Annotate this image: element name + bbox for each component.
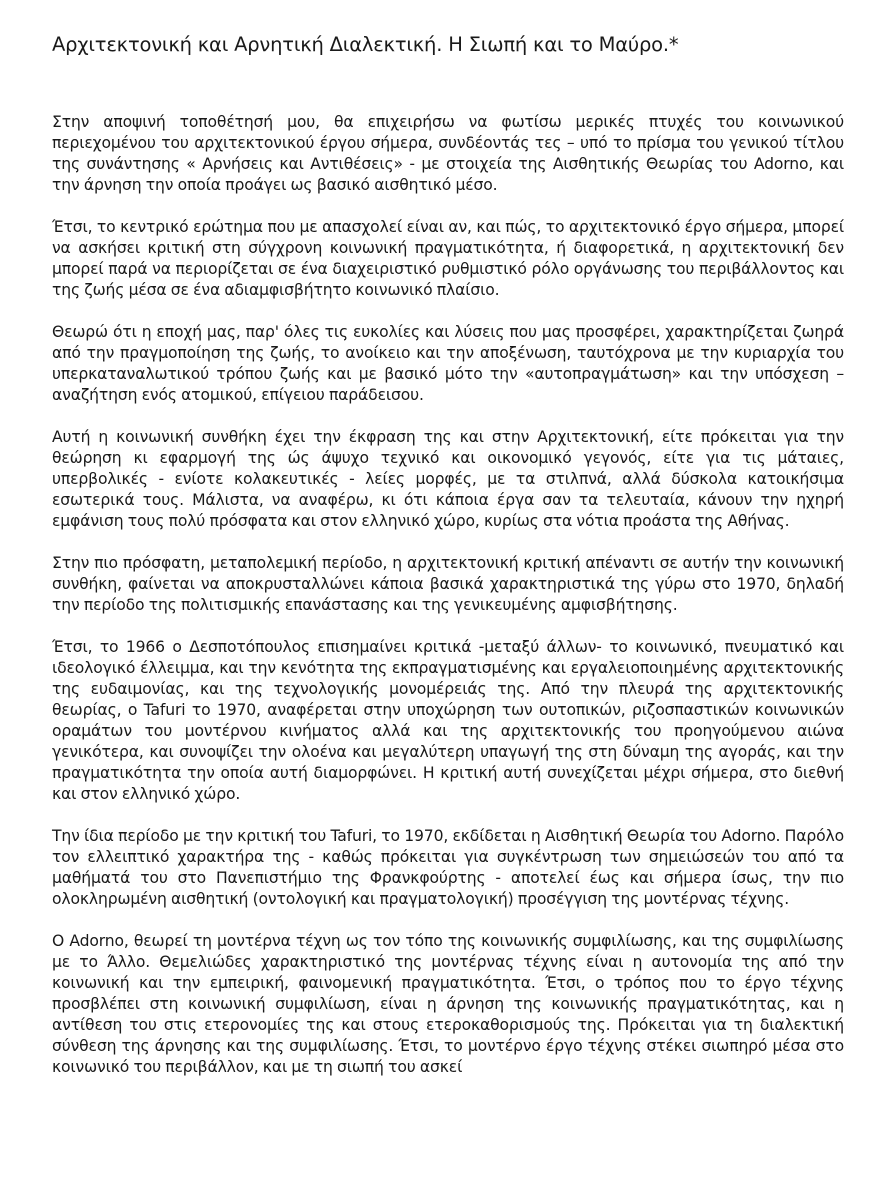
document-body bbox=[52, 112, 844, 1099]
paragraph-adorno-modern-art: Ο Adorno, θεωρεί τη μοντέρνα τέχνη ως τον τόπο της κοινωνικής συμφιλίωσης, και της συμφιλίωσης με το Άλλο. Θεμελιώδες χαρακτηριστικό της μοντέρνας τέχνης είναι η αυτονομία της από την κοινωνική και την εμπειρική, φαινομενική πραγματικότητα. Έτσι, ο τρόπος που το έργο τέχνης προσβλέπει στη κοινωνική συμφιλίωση, είναι η άρνηση της κοινωνικής πραγματικότητας, και η αντίθεση του στις ετερονομίες της και στους ετεροκαθορισμούς της. Πρόκειται για τη διαλεκτική σύνθεση της άρνησης και της συμφιλίωσης. Έτσι, το μοντέρνο έργο τέχνης στέκει σιωπηρό μέσα στο κοινωνικό του περιβάλλον, και με τη σιωπή του ασκεί bbox=[52, 932, 844, 1076]
paragraph-aesthetic-theory: Την ίδια περίοδο με την κριτική του Tafuri, το 1970, εκδίδεται η Αισθητική Θεωρία του Adorno. Παρόλο τον ελλειπτικό χαρακτήρα της - καθώς πρόκειται για συγκέντρωση των σημειώσεών του από τα μαθήματά του στο Πανεπιστήμιο της Φρανκφούρτης - αποτελεί έως και σήμερα ίσως, την πιο ολοκληρωμένη αισθητική (οντολογική και πραγματολογική) προσέγγιση της μοντέρνας τέχνης. bbox=[52, 827, 844, 908]
paragraph-introduction: Στην αποψινή τοποθέτησή μου, θα επιχειρήσω να φωτίσω μερικές πτυχές του κοινωνικού περιεχομένου του αρχιτεκτονικού έργου σήμερα, συνδέοντάς τες – υπό το πρίσμα του γενικού τίτλου της συνάντησης « Αρνήσεις και Αντιθέσεις» - με στοιχεία της Αισθητικής Θεωρίας του Adorno, και την άρνηση την οποία προάγει ως βασικό αισθητικό μέσο. bbox=[52, 113, 844, 194]
paragraph-our-era: Θεωρώ ότι η εποχή μας, παρ' όλες τις ευκολίες και λύσεις που μας προσφέρει, χαρακτηρίζεται ζωηρά από την πραγμοποίηση της ζωής, το ανοίκειο και την αποξένωση, ταυτόχρονα με την κυριαρχία του υπερκαταναλωτικού τρόπου ζωής και με βασικό μότο την «αυτοπραγμάτωση» και την υπόσχεση – αναζήτηση ενός ατομικού, επίγειου παράδεισου. bbox=[52, 323, 844, 404]
paragraph-social-condition: Αυτή η κοινωνική συνθήκη έχει την έκφραση της και στην Αρχιτεκτονική, είτε πρόκειται για την θεώρηση κι εφαρμογή της ώς άψυχο τεχνικό και οικονομικό γεγονός, είτε για τις μάταιες, υπερβολικές - ενίοτε κολακευτικές - λείες μορφές, με τα στιλπνά, αλλά δύσκολα κατοικήσιμα εσωτερικά τους. Μάλιστα, να αναφέρω, κι ότι κάποια έργα σαν τα τελευταία, κάνουν την ηχηρή εμφάνιση τους πολύ πρόσφατα και στον ελληνικό χώρο, κυρίως στα νότια προάστα της Αθήνας. bbox=[52, 428, 844, 530]
paragraph-central-question: Έτσι, το κεντρικό ερώτημα που με απασχολεί είναι αν, και πώς, το αρχιτεκτονικό έργο σήμερα, μπορεί να ασκήσει κριτική στη σύγχρονη κοινωνική πραγματικότητα, ή διαφορετικά, η αρχιτεκτονική δεν μπορεί παρά να περιορίζεται σε ένα διαχειριστικό ρυθμιστικό ρόλο οργάνωσης του περιβάλλοντος και της ζωής μέσα σε ένα αδιαμφισβήτητο κοινωνικό πλαίσιο. bbox=[52, 218, 844, 299]
paragraph-despotopoulos-tafuri: Έτσι, το 1966 ο Δεσποτόπουλος επισημαίνει κριτικά -μεταξύ άλλων- το κοινωνικό, πνευματικό και ιδεολογικό έλλειμμα, και την κενότητα της εκπραγματισμένης και εργαλειοποιημένης αρχιτεκτονικής της ευδαιμονίας, και της τεχνολογικής μονομέρειάς της. Από την πλευρά της αρχιτεκτονικής θεωρίας, ο Tafuri το 1970, αναφέρεται στην υποχώρηση των ουτοπικών, ριζοσπαστικών κοινωνικών οραμάτων του μοντέρνου κινήματος αλλά και της αρχιτεκτονικής του προηγούμενου αιώνα γενικότερα, και συνοψίζει την ολοένα και μεγαλύτερη υπαγωγή της στη δύναμη της αγοράς, και την πραγματικότητα την οποία αυτή διαμορφώνει. Η κριτική αυτή συνεχίζεται μέχρι σήμερα, στο διεθνή και στον ελληνικό χώρο. bbox=[52, 638, 844, 803]
document-title: Αρχιτεκτονική και Αρνητική Διαλεκτική. Η Σιωπή και το Μαύρο.* bbox=[52, 33, 679, 56]
paragraph-postwar-critique: Στην πιο πρόσφατη, μεταπολεμική περίοδο, η αρχιτεκτονική κριτική απέναντι σε αυτήν την κοινωνική συνθήκη, φαίνεται να αποκρυσταλλώνει κάποια βασικά χαρακτηριστικά της γύρω στο 1970, δηλαδή την περίοδο της πολιτισμικής επανάστασης και της γενικευμένης αμφισβήτησης. bbox=[52, 554, 844, 614]
